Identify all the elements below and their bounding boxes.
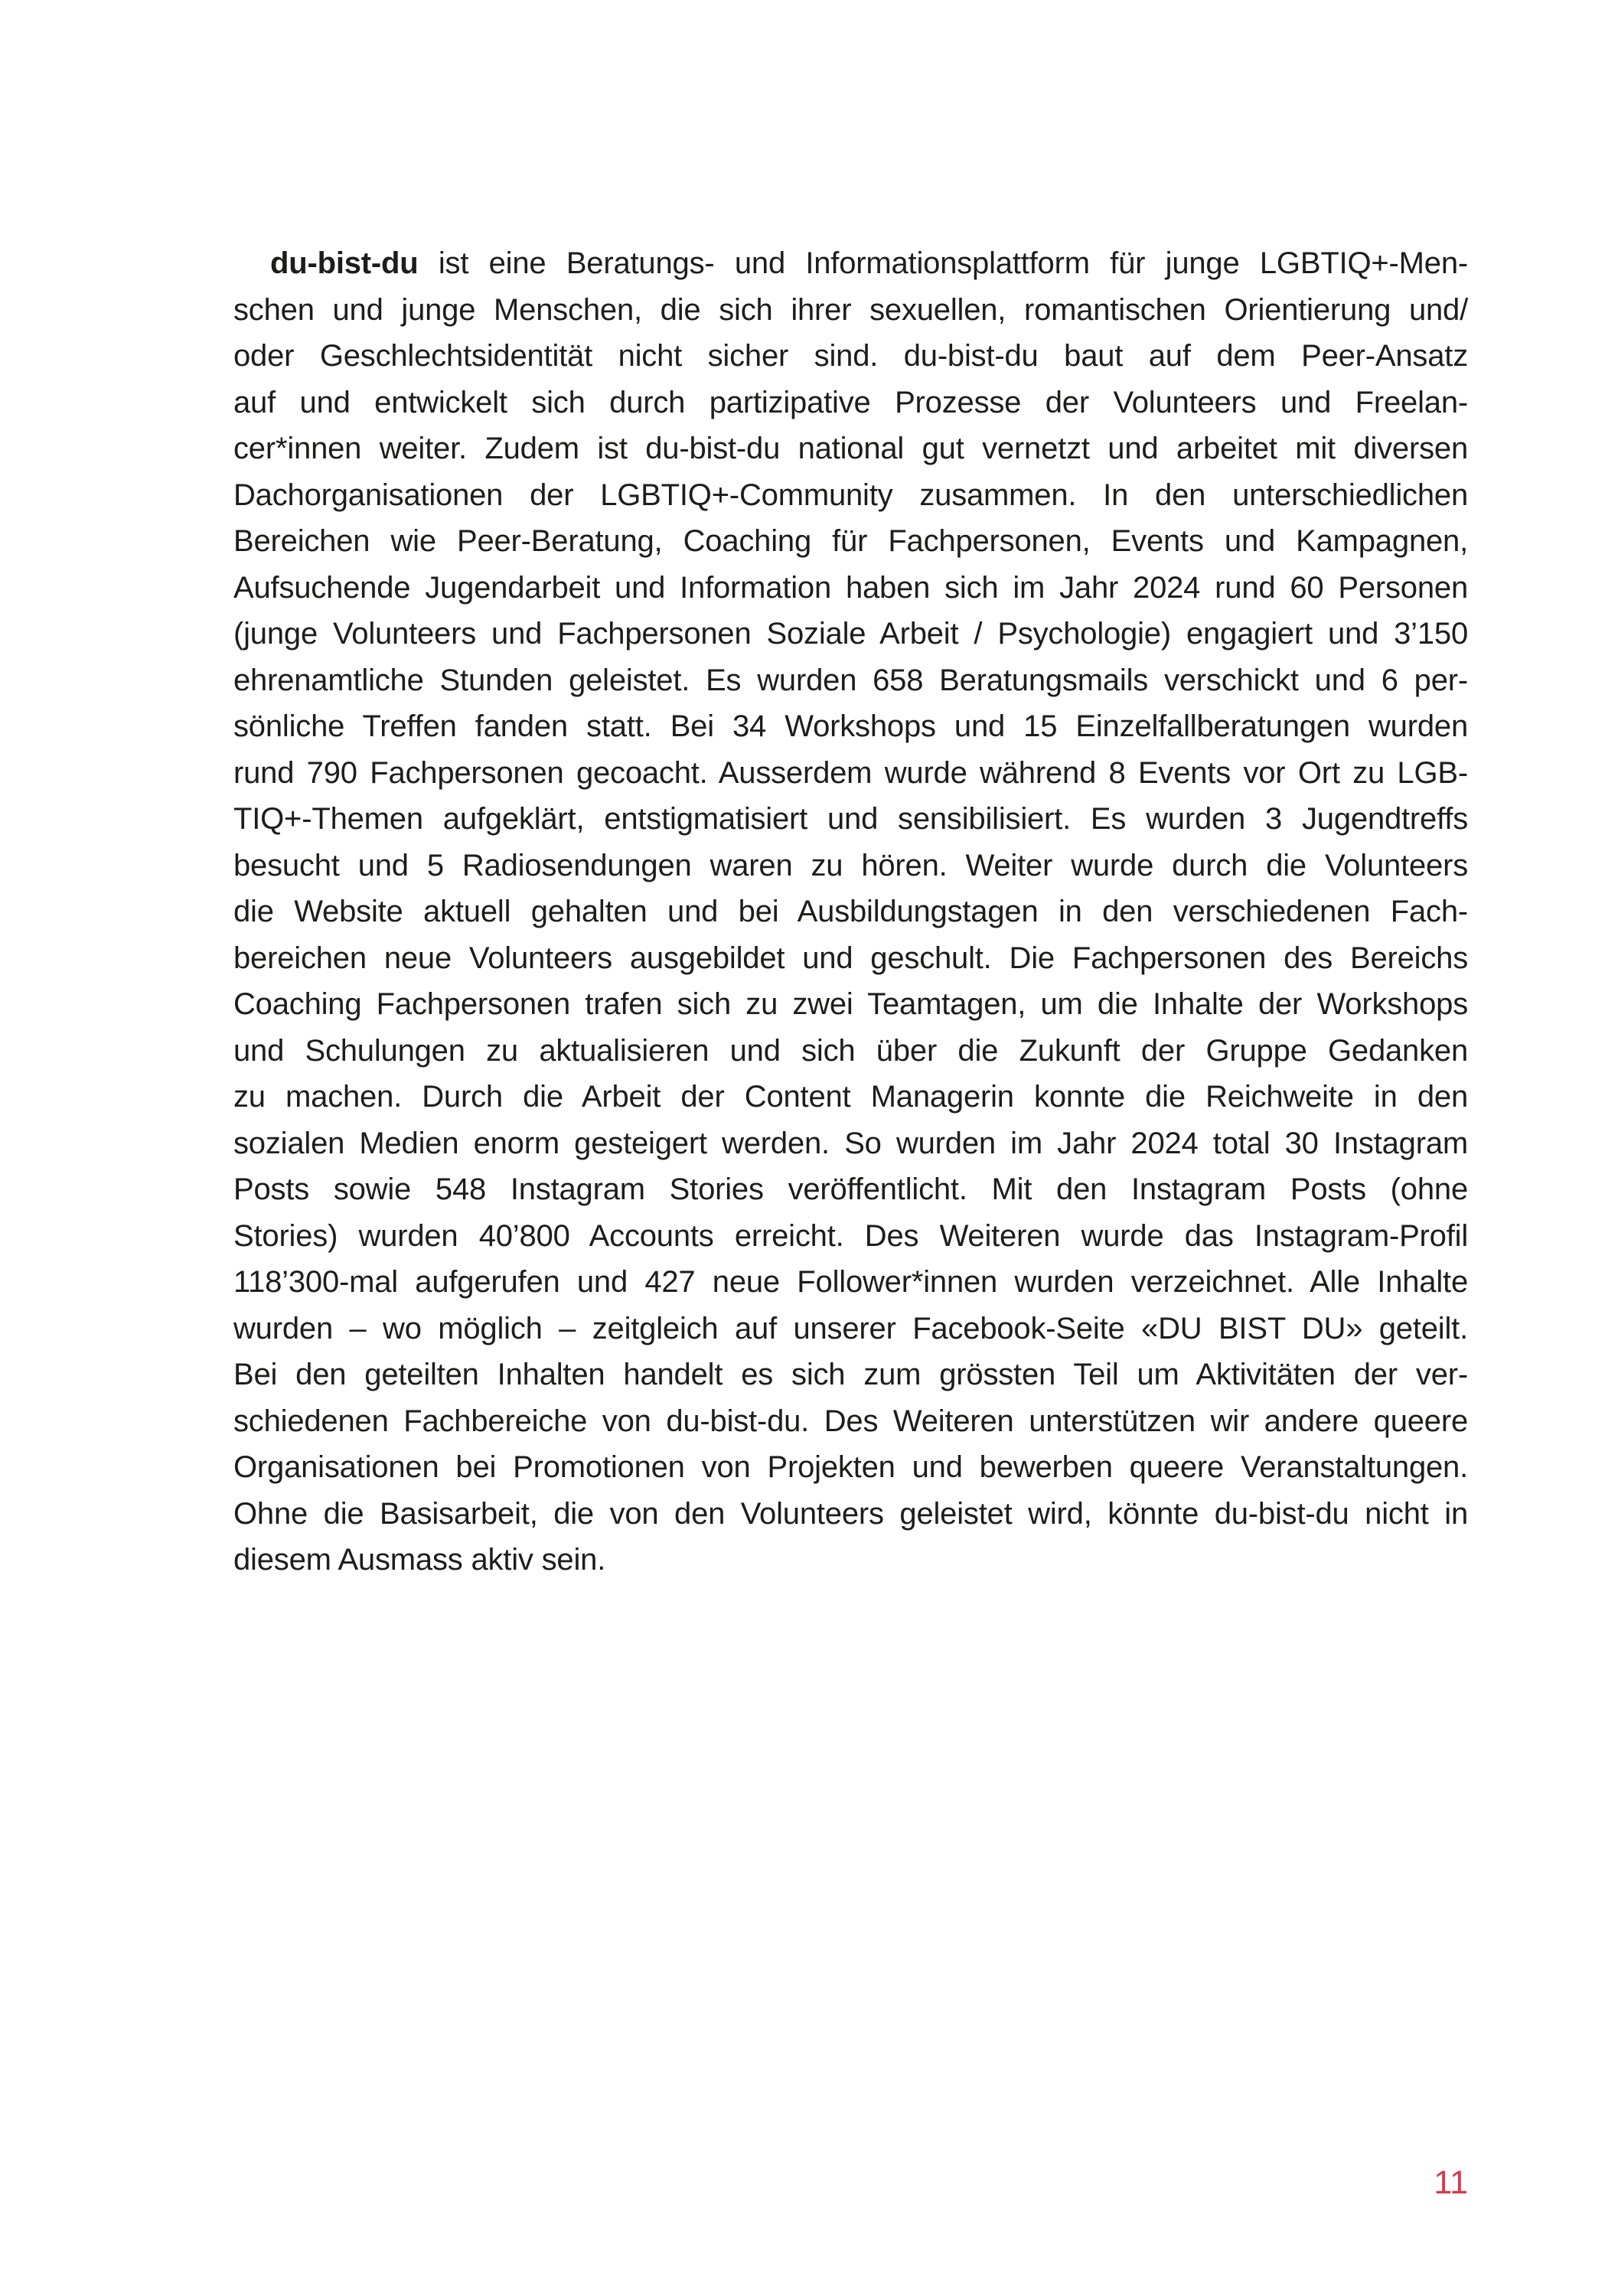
text-line: 118’300-mal aufgerufen und 427 neue Follower*innen wurden verzeichnet. Alle Inhalte: [233, 1265, 1468, 1299]
text-line: ehrenamtliche Stunden geleistet. Es wurden 658 Beratungsmails verschickt und 6 per-: [233, 663, 1468, 697]
text-line: Posts sowie 548 Instagram Stories veröffentlicht. Mit den Instagram Posts (ohne: [233, 1172, 1468, 1206]
text-line: Bei den geteilten Inhalten handelt es sich zum grössten Teil um Aktivitäten der ver-: [233, 1358, 1468, 1391]
text-line: oder Geschlechtsidentität nicht sicher sind. du-bist-du baut auf dem Peer-Ansatz: [233, 339, 1468, 373]
text-line: besucht und 5 Radiosendungen waren zu hören. Weiter wurde durch die Volunteers: [233, 848, 1468, 882]
text-line: bereichen neue Volunteers ausgebildet und geschult. Die Fachpersonen des Bereichs: [233, 941, 1468, 975]
text-line-rest: ist eine Beratungs- und Informationsplattform für junge LGBTIQ+-Men-: [438, 246, 1468, 280]
text-line: TIQ+-Themen aufgeklärt, entstigmatisiert und sensibilisiert. Es wurden 3 Jugendtreffs: [233, 802, 1468, 836]
text-line: rund 790 Fachpersonen gecoacht. Ausserdem wurde während 8 Events vor Ort zu LGB-: [233, 755, 1468, 790]
text-line: wurden – wo möglich – zeitgleich auf unserer Facebook-Seite «DU BIST DU» geteilt.: [233, 1311, 1468, 1345]
text-line: schen und junge Menschen, die sich ihrer sexuellen, romantischen Orientierung und/: [233, 292, 1468, 327]
text-line: zu machen. Durch die Arbeit der Content Managerin konnte die Reichweite in den: [233, 1080, 1468, 1114]
text-line: die Website aktuell gehalten und bei Ausbildungstagen in den verschiedenen Fach-: [233, 895, 1468, 928]
text-line: (junge Volunteers und Fachpersonen Soziale Arbeit / Psychologie) engagiert und 3’150: [233, 617, 1468, 651]
text-line: sönliche Treffen fanden statt. Bei 34 Workshops und 15 Einzelfallberatungen wurden: [233, 709, 1468, 743]
text-line: auf und entwickelt sich durch partizipative Prozesse der Volunteers und Freelan-: [233, 385, 1468, 419]
page-number: 11: [1434, 2164, 1468, 2201]
text-line: Ohne die Basisarbeit, die von den Volunteers geleistet wird, könnte du-bist-du nicht in: [233, 1496, 1468, 1531]
text-line: Dachorganisationen der LGBTIQ+-Community zusammen. In den unterschiedlichen: [233, 478, 1468, 512]
text-line: cer*innen weiter. Zudem ist du-bist-du national gut vernetzt und arbeitet mit diversen: [233, 432, 1468, 465]
body-text: [233, 240, 1468, 1583]
text-line: Organisationen bei Promotionen von Projekten und bewerben queere Veranstaltungen.: [233, 1450, 1468, 1484]
text-line: sozialen Medien enorm gesteigert werden. So wurden im Jahr 2024 total 30 Instagram: [233, 1126, 1468, 1160]
text-line: und Schulungen zu aktualisieren und sich über die Zukunft der Gruppe Gedanken: [233, 1033, 1468, 1068]
lead-bold-organization-name: du-bist-du: [270, 246, 419, 280]
text-line: schiedenen Fachbereiche von du-bist-du. Des Weiteren unterstützen wir andere queere: [233, 1404, 1468, 1438]
text-line: Coaching Fachpersonen trafen sich zu zwei Teamtagen, um die Inhalte der Workshops: [233, 987, 1468, 1021]
text-line: diesem Ausmass aktiv sein.: [233, 1543, 606, 1577]
text-line: Bereichen wie Peer-Beratung, Coaching für Fachpersonen, Events und Kampagnen,: [233, 524, 1468, 558]
text-line: Aufsuchende Jugendarbeit und Information haben sich im Jahr 2024 rund 60 Personen: [233, 570, 1468, 605]
text-line: [233, 240, 1468, 287]
text-line: Stories) wurden 40’800 Accounts erreicht. Des Weiteren wurde das Instagram-Profil: [233, 1218, 1468, 1253]
